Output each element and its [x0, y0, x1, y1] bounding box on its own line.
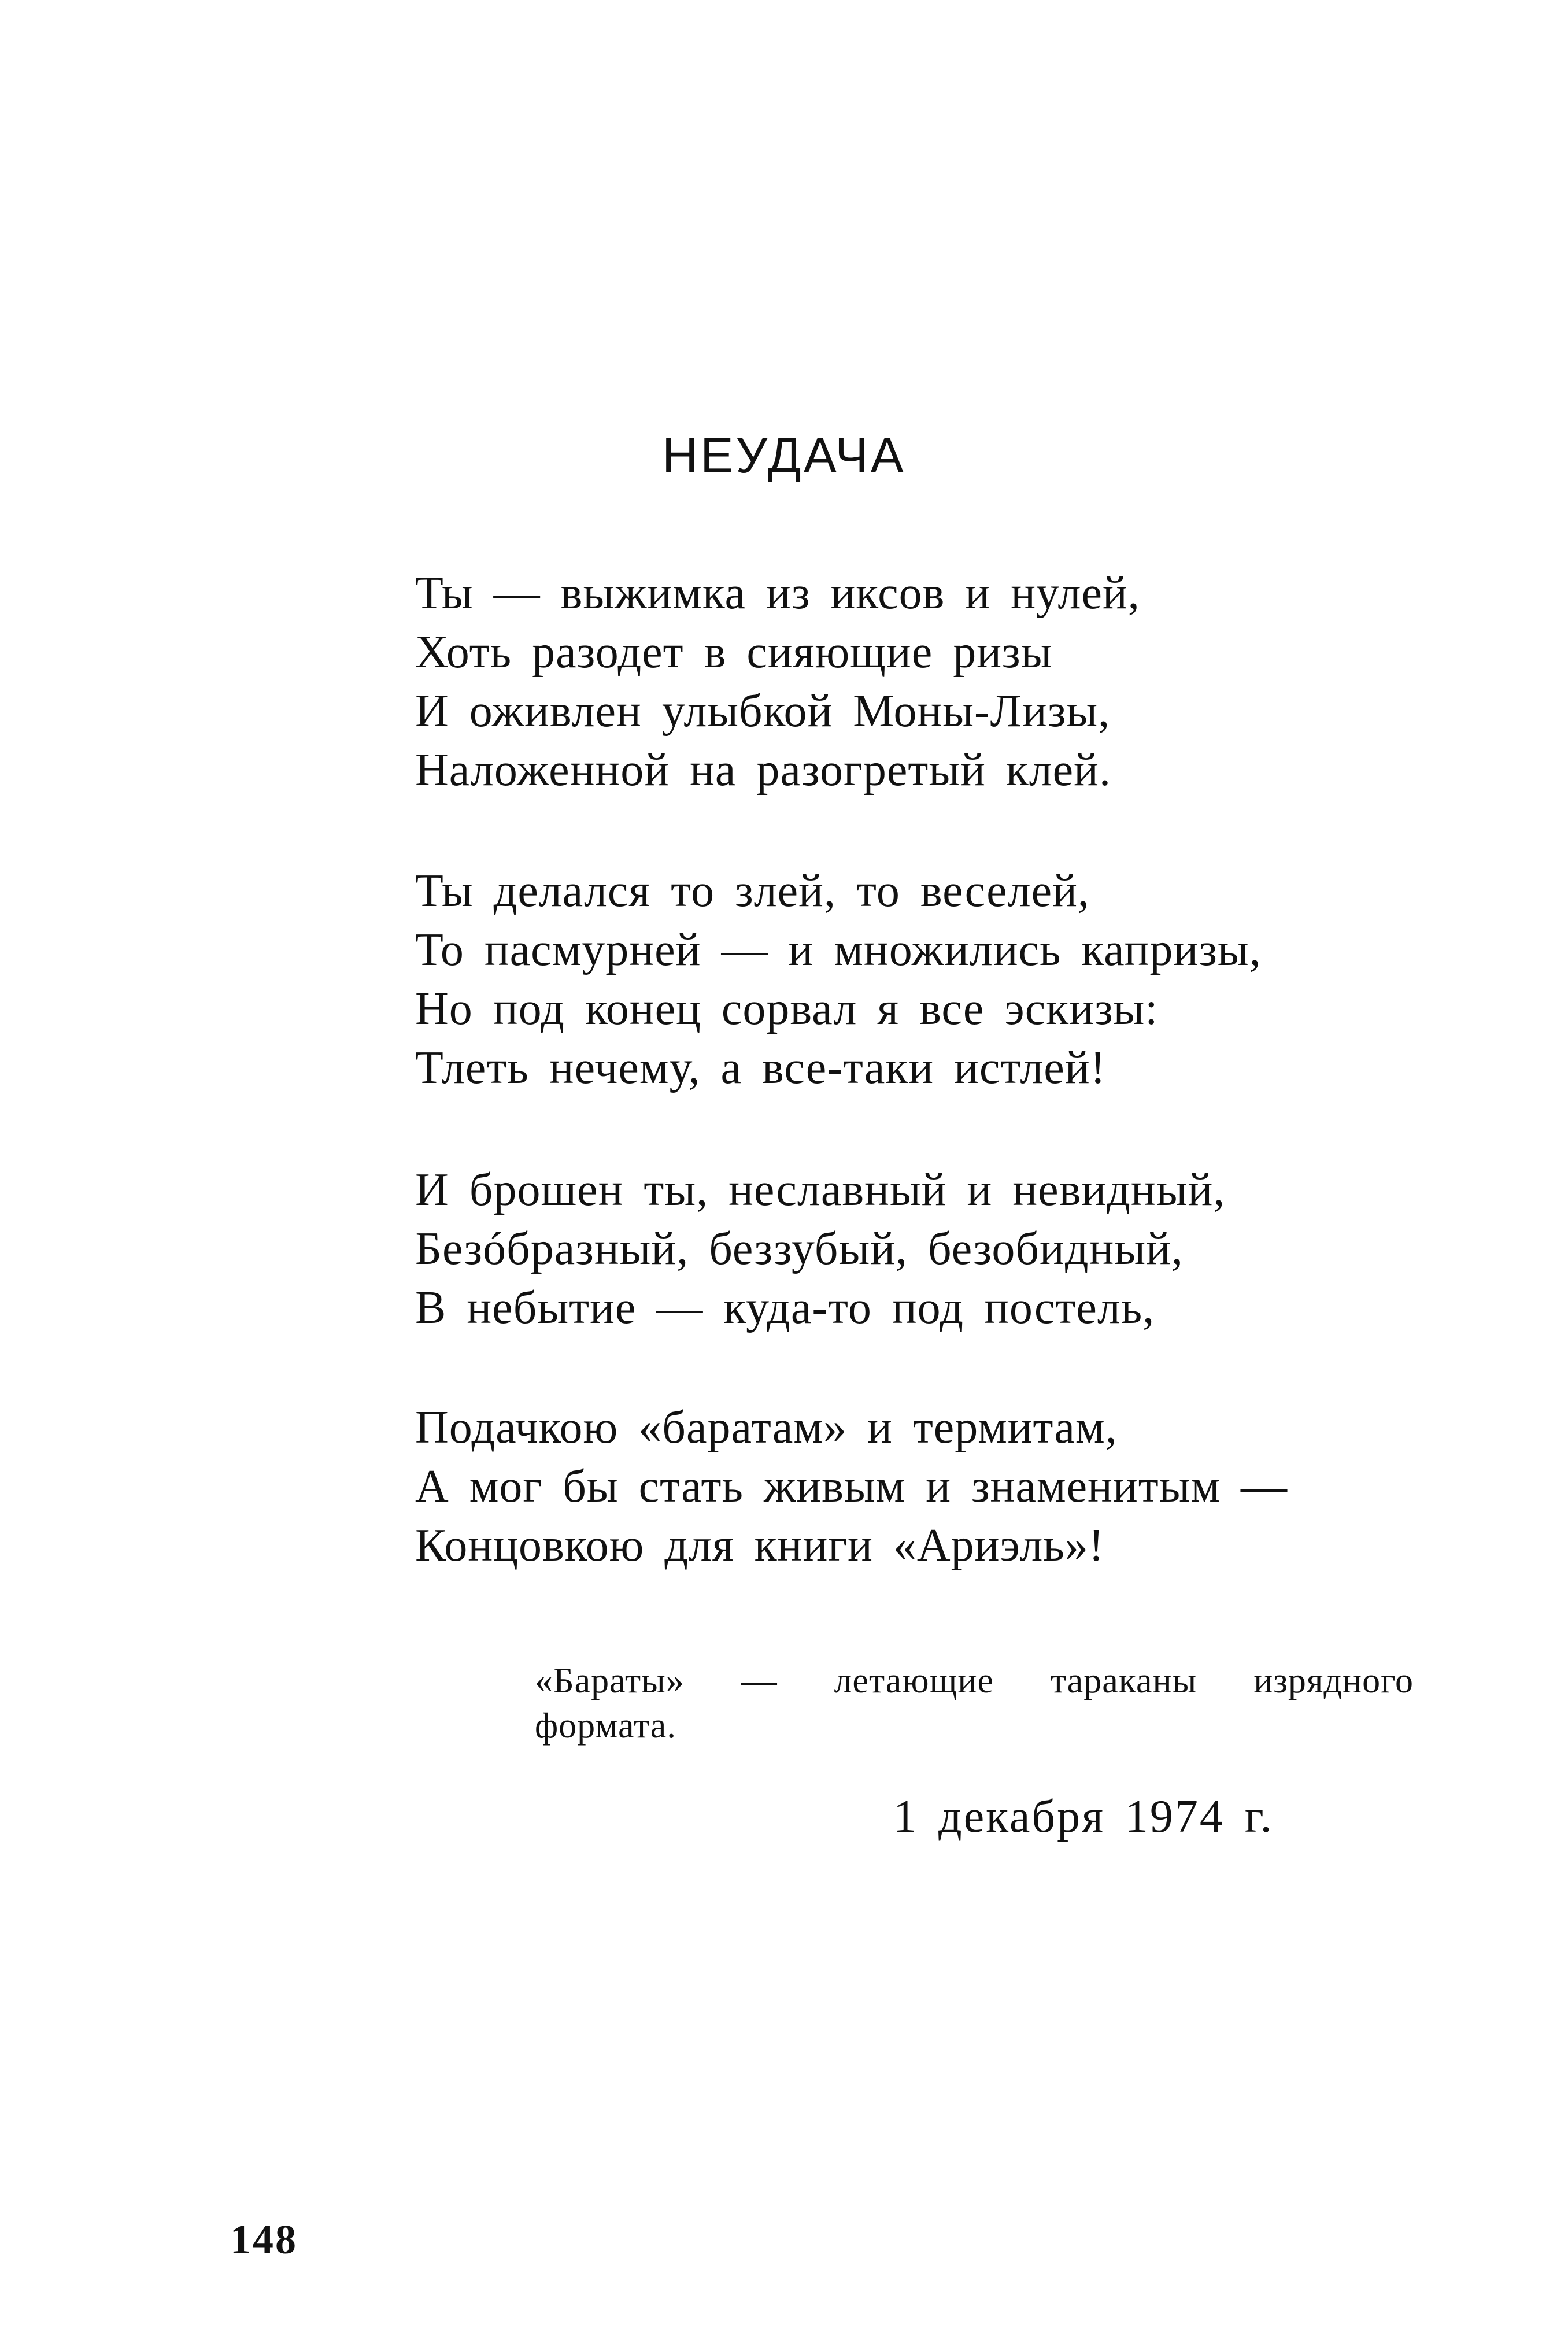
stanza-1	[415, 564, 1398, 800]
stanza-3	[415, 1160, 1398, 1337]
verse-line: Тлеть нечему, а все-таки истлей!	[415, 1042, 1107, 1093]
stanza-2	[415, 862, 1398, 1097]
page-number: 148	[230, 2216, 298, 2263]
verse-line: Но под конец сорвал я все эскизы:	[415, 984, 1159, 1034]
verse-line: В небытие — куда-то под постель,	[415, 1282, 1155, 1333]
verse-line: А мог бы стать живым и знаменитым —	[415, 1461, 1288, 1512]
verse-line: Ты — выжимка из иксов и нулей,	[415, 568, 1140, 619]
verse-line: Безóбразный, беззубый, безобидный,	[415, 1223, 1184, 1274]
poem-date: 1 декабря 1974 г.	[893, 1791, 1274, 1842]
verse-line: Ты делался то злей, то веселей,	[415, 866, 1090, 916]
verse-line: Подачкою «баратам» и термитам,	[415, 1402, 1118, 1453]
verse-line: Наложенной на разогретый клей.	[415, 745, 1111, 796]
footnote	[535, 1658, 1414, 1748]
verse-line: То пасмурней — и множились капризы,	[415, 925, 1262, 975]
verse-line: И оживлен улыбкой Моны-Лизы,	[415, 686, 1111, 737]
poem-title: НЕУДАЧА	[662, 428, 906, 483]
footnote-line: «Бараты» — летающие тараканы изрядного	[535, 1661, 1414, 1700]
verse-line: Хоть разодет в сияющие ризы	[415, 627, 1053, 678]
footnote-line: формата.	[535, 1706, 676, 1746]
verse-line: Концовкою для книги «Ариэль»!	[415, 1520, 1105, 1571]
verse-line: И брошен ты, неславный и невидный,	[415, 1164, 1226, 1215]
stanza-4	[415, 1398, 1398, 1575]
